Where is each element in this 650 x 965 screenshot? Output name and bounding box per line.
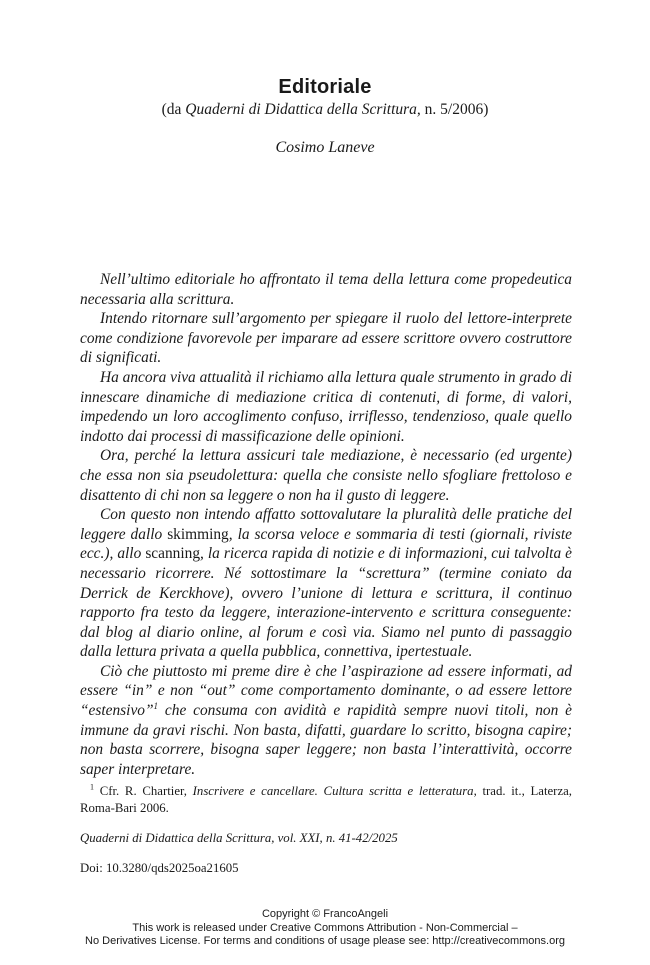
paragraph-6-part-a: Ciò che piuttosto mi preme dire è che l’aspirazione ad essere informati, ad essere “in” e non “out” come comportamento dominante, o ad essere lettore “estensivo” (80, 662, 572, 720)
copyright-line-2: This work is released under Creative Commons Attribution - Non-Commercial – (132, 921, 518, 934)
author-name: Cosimo Laneve (275, 139, 375, 156)
paragraph-5-part-c: , la ricerca rapida di notizie e di informazioni, cui talvolta è necessario ricorrere. Né sottostimare la “screttura” (termine coniato da Derrick de Kerckhove), ovvero l’unione di lettura e scrittura, il continuo rapporto fra testo da leggere, interazione-intervento e scrittura conseguente: dal blog al diario online, al forum e così via. Siamo nel punto di passaggio dalla lettura privata a quella pubblica, connettiva, ipertestuale. (80, 545, 572, 661)
term-skimming: skimming (167, 525, 229, 543)
paragraph-6-part-b: che consuma con avidità e rapidità sempre nuovi titoli, non è immune da gravi rischi. Non basta, difatti, guardare lo scritto, bisogna capire; non basta scorrere, bisogna saper leggere; non basta l’interattività, occorre saper interpretare. (80, 702, 572, 778)
footnote-number: 1 (90, 782, 94, 792)
footnote-prefix: Cfr. R. Chartier, (94, 784, 193, 798)
journal-reference: Quaderni di Didattica della Scrittura, vol. XXI, n. 41-42/2025 (80, 831, 398, 845)
paragraph-5-part-a: Con questo non intendo affatto sottovalutare la pluralità delle pratiche del leggere dallo (80, 506, 572, 543)
footnote (80, 783, 572, 817)
paragraph-4: Ora, perché la lettura assicuri tale mediazione, è necessario (ed urgente) che essa non sia pseudolettura: quella che consiste nello sfogliare frettoloso e disattento di chi non sa leggere o non ha il gusto di leggere. (80, 447, 572, 504)
subtitle-prefix: (da (161, 101, 186, 118)
copyright-line-1: Copyright © FrancoAngeli (261, 908, 389, 920)
page-subtitle (0, 101, 650, 119)
term-scanning: scanning (145, 545, 201, 563)
footnote-suffix: , trad. it., Laterza, Roma-Bari 2006. (80, 784, 573, 815)
paragraph-1: Nell’ultimo editoriale ho affrontato il tema della lettura come propedeutica necessaria alla scrittura. (80, 271, 572, 308)
paragraph-5 (80, 505, 572, 662)
footnote-work-title: Inscrivere e cancellare. Cultura scritta e letteratura (192, 784, 474, 798)
paragraph-3: Ha ancora viva attualità il richiamo alla lettura quale strumento in grado di innescare dinamiche di mediazione critica di contenuti, di forme, di valori, impedendo un loro accoglimento confuso, irriflesso, tendenzioso, quale quello indotto dai processi di massificazione delle opinioni. (80, 368, 572, 445)
paragraph-2: Intendo ritornare sull’argomento per spiegare il ruolo del lettore-interprete come condizione favorevole per imparare ad essere scrittore ovvero costruttore di significati. (80, 310, 572, 367)
article-body (80, 270, 572, 779)
doi-line[interactable]: Doi: 10.3280/qds2025oa21605 (80, 861, 239, 875)
paragraph-6 (80, 662, 572, 780)
copyright-line-3: No Derivatives License. For terms and conditions of usage please see: http://creativecommons.org (85, 935, 565, 947)
footnote-reference[interactable]: 1 (153, 700, 159, 711)
subtitle-journal: Quaderni di Didattica della Scrittura, (185, 101, 421, 118)
paragraph-5-part-b: , la scorsa veloce e sommaria di testi (giornali, riviste ecc.), allo (80, 525, 572, 563)
subtitle-suffix: n. 5/2006) (420, 101, 489, 118)
copyright-notice (0, 908, 650, 949)
page-title: Editoriale (278, 76, 372, 98)
